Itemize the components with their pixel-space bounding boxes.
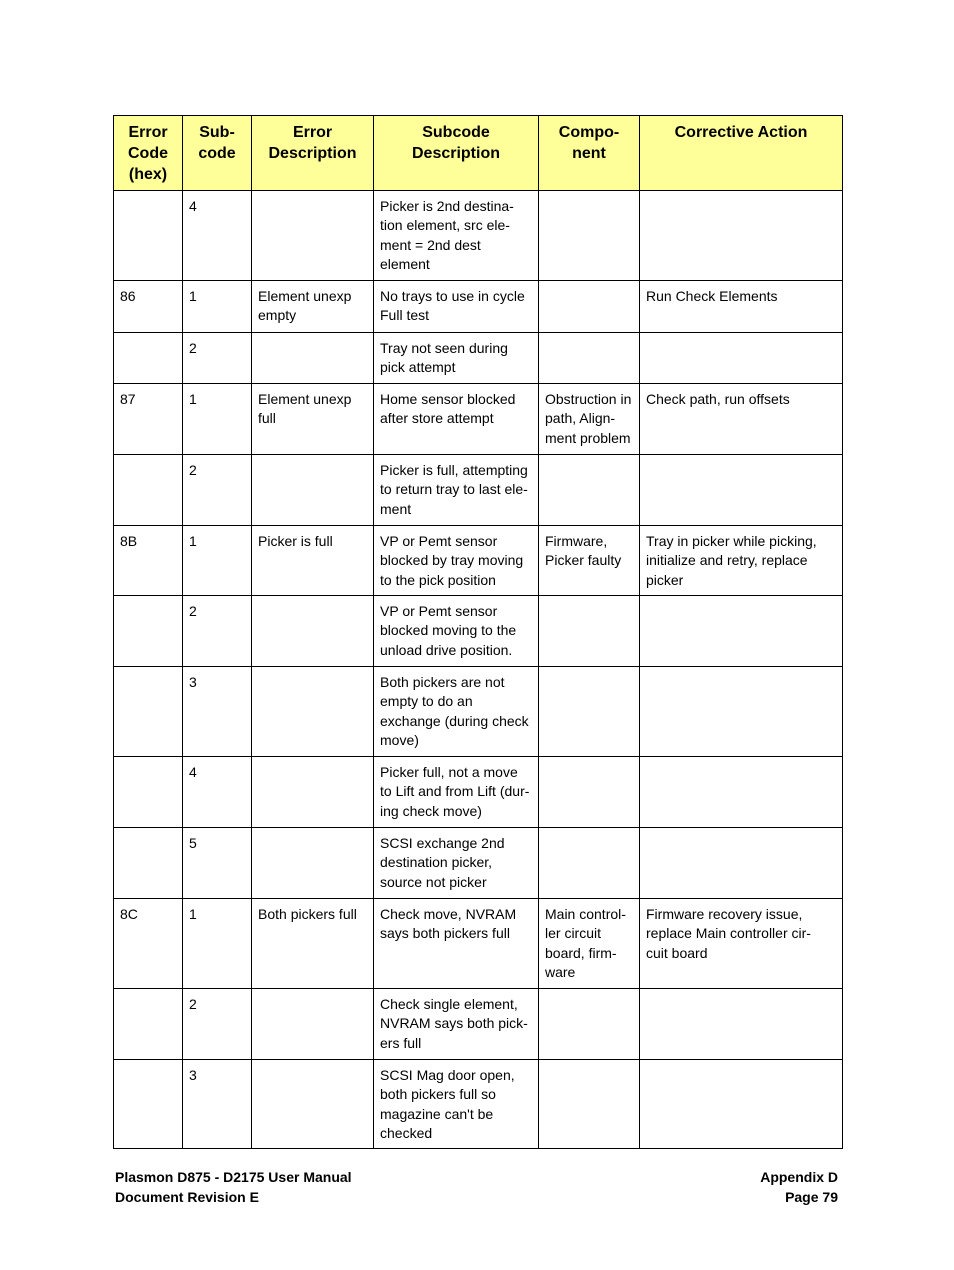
cell-corrective-action [640, 989, 843, 1060]
table-row [114, 989, 843, 1060]
table-row [114, 828, 843, 899]
table-row [114, 667, 843, 757]
header-component: Compo- nent [539, 116, 640, 191]
cell-subcode: 1 [183, 899, 252, 989]
cell-component [539, 667, 640, 757]
cell-corrective-action: Check path, run offsets [640, 384, 843, 455]
cell-component: Main control- ler circuit board, firm- ware [539, 899, 640, 989]
table-row [114, 596, 843, 667]
cell-error-description [252, 1060, 374, 1149]
cell-component [539, 281, 640, 333]
cell-corrective-action [640, 757, 843, 828]
cell-corrective-action: Tray in picker while picking, initialize and retry, replace picker [640, 526, 843, 596]
cell-component [539, 455, 640, 526]
header-error-description: Error Description [252, 116, 374, 191]
cell-subcode-description: Both pickers are not empty to do an exchange (during check move) [374, 667, 539, 757]
cell-error-code: 8C [114, 899, 183, 989]
table-row [114, 333, 843, 384]
cell-error-description [252, 989, 374, 1060]
cell-subcode-description: VP or Pemt sensor blocked by tray moving to the pick position [374, 526, 539, 596]
cell-subcode: 2 [183, 596, 252, 667]
cell-error-description [252, 191, 374, 281]
cell-subcode-description: Picker is 2nd destina- tion element, src ele- ment = 2nd dest element [374, 191, 539, 281]
cell-error-description [252, 596, 374, 667]
table-row [114, 526, 843, 596]
cell-corrective-action: Run Check Elements [640, 281, 843, 333]
cell-subcode-description: Picker is full, attempting to return tray to last ele- ment [374, 455, 539, 526]
cell-component [539, 1060, 640, 1149]
cell-component [539, 757, 640, 828]
cell-component [539, 191, 640, 281]
cell-subcode-description: Check single element, NVRAM says both pick- ers full [374, 989, 539, 1060]
cell-component [539, 333, 640, 384]
footer-page-number: Page 79 [785, 1188, 838, 1205]
cell-subcode: 4 [183, 191, 252, 281]
table-header-row [114, 116, 843, 191]
cell-corrective-action [640, 596, 843, 667]
cell-error-code [114, 828, 183, 899]
cell-subcode: 4 [183, 757, 252, 828]
footer-revision: Document Revision E [115, 1188, 259, 1205]
cell-error-code [114, 596, 183, 667]
cell-subcode: 3 [183, 667, 252, 757]
table-row [114, 757, 843, 828]
cell-error-description [252, 333, 374, 384]
error-code-table [113, 115, 843, 1149]
cell-subcode: 2 [183, 989, 252, 1060]
cell-error-code [114, 989, 183, 1060]
cell-subcode: 3 [183, 1060, 252, 1149]
cell-error-code [114, 757, 183, 828]
cell-error-code: 87 [114, 384, 183, 455]
cell-subcode-description: SCSI exchange 2nd destination picker, source not picker [374, 828, 539, 899]
cell-error-code [114, 1060, 183, 1149]
cell-corrective-action [640, 191, 843, 281]
cell-error-description: Element unexp empty [252, 281, 374, 333]
footer-manual-title: Plasmon D875 - D2175 User Manual [115, 1169, 352, 1185]
cell-component [539, 989, 640, 1060]
cell-corrective-action [640, 828, 843, 899]
cell-corrective-action [640, 667, 843, 757]
cell-error-description: Both pickers full [252, 899, 374, 989]
table-row [114, 455, 843, 526]
cell-corrective-action [640, 1060, 843, 1149]
cell-error-code [114, 455, 183, 526]
cell-error-code [114, 333, 183, 384]
table-row [114, 384, 843, 455]
cell-error-code: 8B [114, 526, 183, 596]
cell-subcode-description: Tray not seen during pick attempt [374, 333, 539, 384]
table-row [114, 1060, 843, 1149]
cell-subcode: 1 [183, 281, 252, 333]
table-row [114, 191, 843, 281]
cell-error-description [252, 667, 374, 757]
header-error-code: Error Code (hex) [114, 116, 183, 191]
cell-subcode: 2 [183, 455, 252, 526]
cell-corrective-action: Firmware recovery issue, replace Main controller cir- cuit board [640, 899, 843, 989]
cell-error-code: 86 [114, 281, 183, 333]
cell-subcode-description: No trays to use in cycle Full test [374, 281, 539, 333]
table-row [114, 899, 843, 989]
header-corrective-action: Corrective Action [640, 116, 843, 191]
cell-error-description: Picker is full [252, 526, 374, 596]
footer-right [760, 1168, 838, 1207]
cell-component: Obstruction in path, Align- ment problem [539, 384, 640, 455]
cell-subcode: 1 [183, 526, 252, 596]
cell-subcode-description: Picker full, not a move to Lift and from Lift (dur- ing check move) [374, 757, 539, 828]
cell-subcode: 2 [183, 333, 252, 384]
cell-error-description: Element unexp full [252, 384, 374, 455]
header-subcode-description: Subcode Description [374, 116, 539, 191]
cell-error-code [114, 191, 183, 281]
cell-subcode: 1 [183, 384, 252, 455]
cell-component [539, 596, 640, 667]
cell-subcode-description: Home sensor blocked after store attempt [374, 384, 539, 455]
cell-corrective-action [640, 333, 843, 384]
cell-subcode: 5 [183, 828, 252, 899]
cell-corrective-action [640, 455, 843, 526]
cell-subcode-description: Check move, NVRAM says both pickers full [374, 899, 539, 989]
cell-subcode-description: VP or Pemt sensor blocked moving to the unload drive position. [374, 596, 539, 667]
table-row [114, 281, 843, 333]
footer-left [115, 1168, 352, 1207]
cell-error-code [114, 667, 183, 757]
cell-error-description [252, 455, 374, 526]
cell-subcode-description: SCSI Mag door open, both pickers full so magazine can't be checked [374, 1060, 539, 1149]
header-subcode: Sub- code [183, 116, 252, 191]
cell-error-description [252, 828, 374, 899]
footer-appendix: Appendix D [760, 1169, 838, 1185]
cell-error-description [252, 757, 374, 828]
cell-component [539, 828, 640, 899]
cell-component: Firmware, Picker faulty [539, 526, 640, 596]
